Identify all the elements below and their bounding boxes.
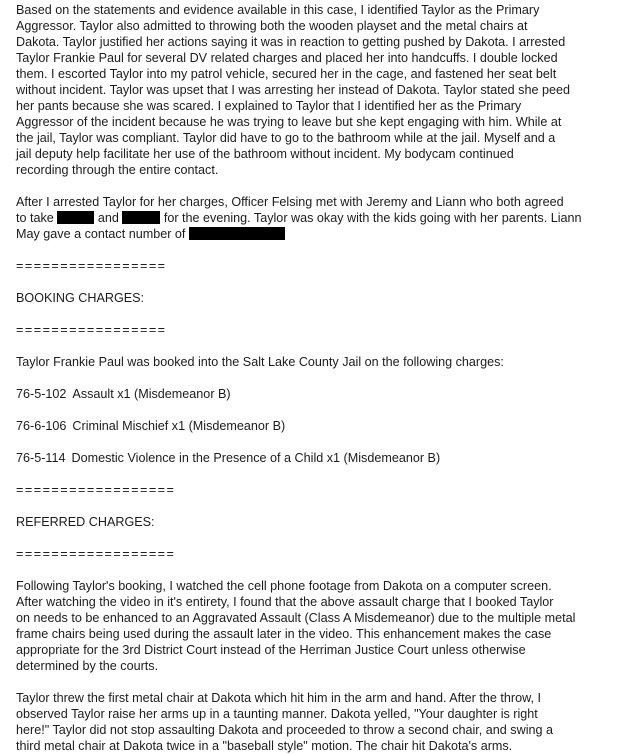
- text-line: on needs to be enhanced to an Aggravated Assault (Class A Misdemeanor) due to the multiple metal: [16, 611, 576, 625]
- text-line: Based on the statements and evidence available in this case, I identified Taylor as the Primary: [16, 3, 540, 17]
- text-line: Taylor threw the first metal chair at Dakota which hit him in the arm and hand. After the throw, I: [16, 691, 541, 705]
- text-line: Following Taylor's booking, I watched the cell phone footage from Dakota on a computer screen.: [16, 579, 552, 593]
- booking-charges-heading: BOOKING CHARGES:: [16, 291, 145, 305]
- charge-item: [16, 450, 626, 466]
- text-fragment: and: [97, 211, 119, 225]
- charge-code: 76-5-114: [16, 451, 66, 465]
- charge-item: [16, 418, 626, 434]
- text-line: Dakota. Taylor justified her actions saying it was in reaction to getting pushed by Dakota. I arrested: [16, 35, 566, 49]
- separator-line: =================: [16, 323, 167, 337]
- text-line: without incident. Taylor was upset that I was arresting her instead of Dakota. Taylor stated she peed: [16, 83, 570, 97]
- redaction-box: [57, 211, 94, 224]
- text-line: Taylor Frankie Paul for several DV related charges and placed her into handcuffs. I double locked: [16, 51, 558, 65]
- charge-description: Domestic Violence in the Presence of a Child x1 (Misdemeanor B): [71, 451, 441, 465]
- text-line: observed Taylor raise her arms up in a taunting manner. Dakota yelled, "Your daughter is right: [16, 707, 538, 721]
- text-line: After watching the video in it's entirety, I found that the above assault charge that I booked Taylor: [16, 595, 554, 609]
- separator-line: ==================: [16, 547, 176, 561]
- charge-code: 76-5-102: [16, 387, 67, 401]
- redaction-box: [122, 211, 160, 224]
- paragraph-children-custody: [16, 194, 626, 242]
- separator-line: ==================: [16, 483, 176, 497]
- text-fragment: to take: [16, 211, 54, 225]
- text-line: here!" Taylor did not stop assaulting Dakota and proceeded to throw a second chair, and swing a: [16, 723, 554, 737]
- text-line: Aggressor. Taylor also admitted to throwing both the wooden playset and the metal chairs at: [16, 19, 528, 33]
- text-line: the jail, Taylor was compliant. Taylor did have to go to the bathroom while at the jail. Myself and a: [16, 131, 556, 145]
- text-line: third metal chair at Dakota twice in a "baseball style" motion. The chair hit Dakota's arms.: [16, 739, 513, 753]
- text-line: her pants because she was scared. I explained to Taylor that I identified her as the Primary: [16, 99, 522, 113]
- redaction-box: [189, 227, 285, 240]
- paragraph-enhancement: [16, 578, 626, 674]
- text-line: determined by the courts.: [16, 659, 159, 673]
- paragraph-arrest: [16, 2, 626, 178]
- referred-charges-heading: REFERRED CHARGES:: [16, 515, 155, 529]
- booking-intro: Taylor Frankie Paul was booked into the Salt Lake County Jail on the following charges:: [16, 355, 504, 369]
- separator-line: =================: [16, 259, 167, 273]
- text-line: recording through the entire contact.: [16, 163, 219, 177]
- text-line: appropriate for the 3rd District Court instead of the Herriman Justice Court unless otherwise: [16, 643, 526, 657]
- text-line: [16, 226, 626, 242]
- paragraph-chair-throw: [16, 690, 626, 754]
- text-line: jail deputy help facilitate her use of the bathroom without incident. My bodycam continued: [16, 147, 514, 161]
- charge-code: 76-6-106: [16, 419, 67, 433]
- text-line: frame chairs being used during the assault later in the video. This enhancement makes the case: [16, 627, 552, 641]
- charge-item: [16, 386, 626, 402]
- charge-description: Criminal Mischief x1 (Misdemeanor B): [72, 419, 286, 433]
- text-line: [16, 210, 626, 226]
- text-line: Aggressor of the incident because he was trying to leave but she kept engaging with him. While at: [16, 115, 562, 129]
- charge-description: Assault x1 (Misdemeanor B): [72, 387, 231, 401]
- text-fragment: for the evening. Taylor was okay with the kids going with her parents. Liann: [163, 211, 582, 225]
- text-line: After I arrested Taylor for her charges, Officer Felsing met with Jeremy and Liann who both agreed: [16, 195, 564, 209]
- text-line: them. I escorted Taylor into my patrol vehicle, secured her in the cage, and fastened her seat belt: [16, 67, 557, 81]
- text-fragment: May gave a contact number of: [16, 227, 186, 241]
